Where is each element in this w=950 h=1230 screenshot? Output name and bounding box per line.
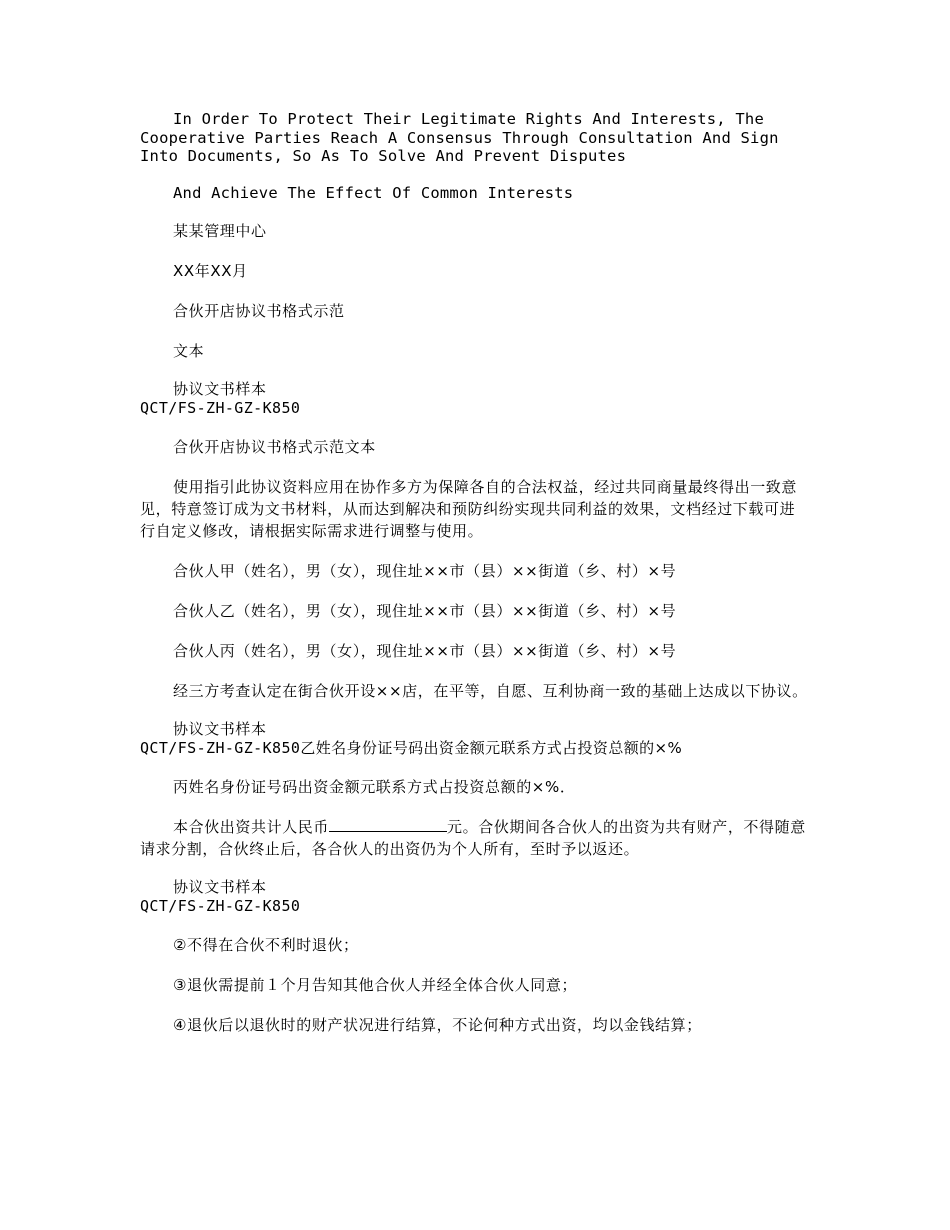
amount-blank-field[interactable] — [329, 817, 447, 832]
sample-code-line — [140, 739, 810, 758]
sample-label: 协议文书样本 — [173, 878, 267, 896]
document-body — [140, 110, 810, 1054]
capital-text-before: 本合伙出资共计人民币 — [173, 818, 330, 836]
partner-b-contribution: 乙姓名身份证号码出资金额元联系方式占投资总额的×% — [300, 739, 683, 757]
sample-code: QCT/FS-ZH-GZ-K850 — [140, 739, 301, 757]
capital-text-after: 元。合伙期间各合伙人的出资为共有财产，不得随意请求分割，合伙终止后，各合伙人的出资仍为个人所有，至时予以返还。 — [140, 818, 806, 858]
document-title-continuation: 文本 — [173, 342, 205, 360]
partner-c-contribution: 丙姓名身份证号码出资金额元联系方式占投资总额的×%． — [173, 778, 576, 796]
partner-b-line: 合伙人乙（姓名），男（女），现住址××市（县）××街道（乡、村）×号 — [173, 602, 677, 620]
document-title: 合伙开店协议书格式示范 — [173, 302, 345, 320]
sample-label: 协议文书样本 — [173, 380, 267, 398]
sample-header-2 — [140, 720, 810, 758]
usage-guide-paragraph: 使用指引此协议资料应用在协作多方为保障各自的合法权益，经过共同商量最终得出一致意见，特意签订成为文书材料，从而达到解决和预防纠纷实现共同利益的效果，文档经过下载可进行自定义修改，请根据实际需求进行调整与使用。 — [140, 478, 798, 540]
english-intro-paragraph: In Order To Protect Their Legitimate Rights And Interests, The Cooperative Parties Reach A Consensus Through Consultation And Sign Into Documents, So As To Solve And Prevent Disputes — [140, 110, 789, 165]
agreement-intro-paragraph: 经三方考查认定在街合伙开设××店，在平等，自愿、互利协商一致的基础上达成以下协议。 — [173, 682, 808, 700]
sample-label: 协议文书样本 — [173, 720, 267, 738]
sample-code: QCT/FS-ZH-GZ-K850 — [140, 399, 301, 417]
sample-header-3 — [140, 878, 810, 916]
partner-a-line: 合伙人甲（姓名），男（女），现住址××市（县）××街道（乡、村）×号 — [173, 562, 677, 580]
organization-name: 某某管理中心 — [173, 222, 267, 240]
english-intro-continuation: And Achieve The Effect Of Common Interests — [173, 183, 574, 202]
clause-item-3: ③退伙需提前１个月告知其他合伙人并经全体合伙人同意； — [173, 976, 578, 994]
agreement-heading: 合伙开店协议书格式示范文本 — [173, 438, 376, 456]
sample-header-1 — [140, 380, 810, 418]
clause-item-2: ②不得在合伙不利时退伙； — [173, 936, 359, 954]
document-date: XX年XX月 — [173, 262, 248, 280]
clause-item-4: ④退伙后以退伙时的财产状况进行结算，不论何种方式出资，均以金钱结算； — [173, 1016, 702, 1034]
capital-paragraph — [140, 816, 810, 860]
sample-code: QCT/FS-ZH-GZ-K850 — [140, 897, 301, 915]
partner-c-line: 合伙人丙（姓名），男（女），现住址××市（县）××街道（乡、村）×号 — [173, 642, 677, 660]
